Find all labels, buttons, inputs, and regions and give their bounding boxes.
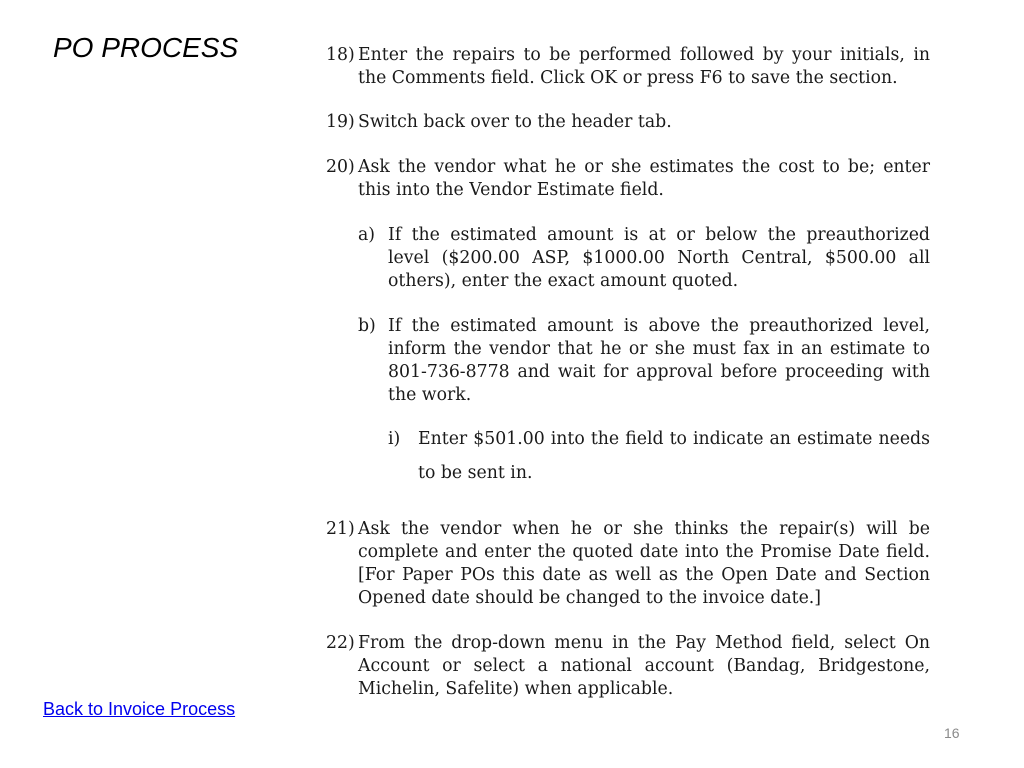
substep-a xyxy=(358,224,930,293)
step-number: 22) xyxy=(326,633,355,653)
step-number: 18) xyxy=(326,45,355,65)
step-text: Switch back over to the header tab. xyxy=(358,112,672,132)
step-18 xyxy=(326,44,930,90)
substep-letter: b) xyxy=(358,316,376,336)
step-21 xyxy=(326,518,930,610)
step-list xyxy=(326,44,930,701)
substep-b xyxy=(358,315,930,407)
substep-text: Enter $501.00 into the field to indicate an estimate needs to be sent in. xyxy=(418,429,930,483)
substep-i xyxy=(388,422,930,490)
substep-letter: a) xyxy=(358,225,376,245)
substep-text: If the estimated amount is above the preauthorized level, inform the vendor that he or she must fax in an estimate to 801-736-8778 and wait for approval before proceeding with the work. xyxy=(388,316,930,405)
step-text: From the drop-down menu in the Pay Method field, select On Account or select a national account (Bandag, Bridgestone, Michelin, Safelite) when applicable. xyxy=(358,633,930,699)
step-number: 19) xyxy=(326,112,355,132)
step-number: 21) xyxy=(326,519,355,539)
page-number: 16 xyxy=(944,725,960,741)
step-22 xyxy=(326,632,930,701)
step-text: Enter the repairs to be performed followed by your initials, in the Comments field. Click OK or press F6 to save the section. xyxy=(358,45,930,88)
step-number: 20) xyxy=(326,157,355,177)
substep-roman: i) xyxy=(388,429,401,449)
step-20 xyxy=(326,156,930,202)
back-to-invoice-process-link[interactable]: Back to Invoice Process xyxy=(43,699,236,719)
step-19 xyxy=(326,111,930,134)
step-text: Ask the vendor what he or she estimates the cost to be; enter this into the Vendor Estimate field. xyxy=(358,157,930,200)
substep-text: If the estimated amount is at or below the preauthorized level ($200.00 ASP, $1000.00 North Central, $500.00 all others), enter the exact amount quoted. xyxy=(388,225,930,291)
step-text: Ask the vendor when he or she thinks the repair(s) will be complete and enter the quoted date into the Promise Date field. [For Paper POs this date as well as the Open Date and Section Opened date should be changed to the invoice date.] xyxy=(358,519,930,608)
page-title: PO PROCESS xyxy=(53,32,239,63)
